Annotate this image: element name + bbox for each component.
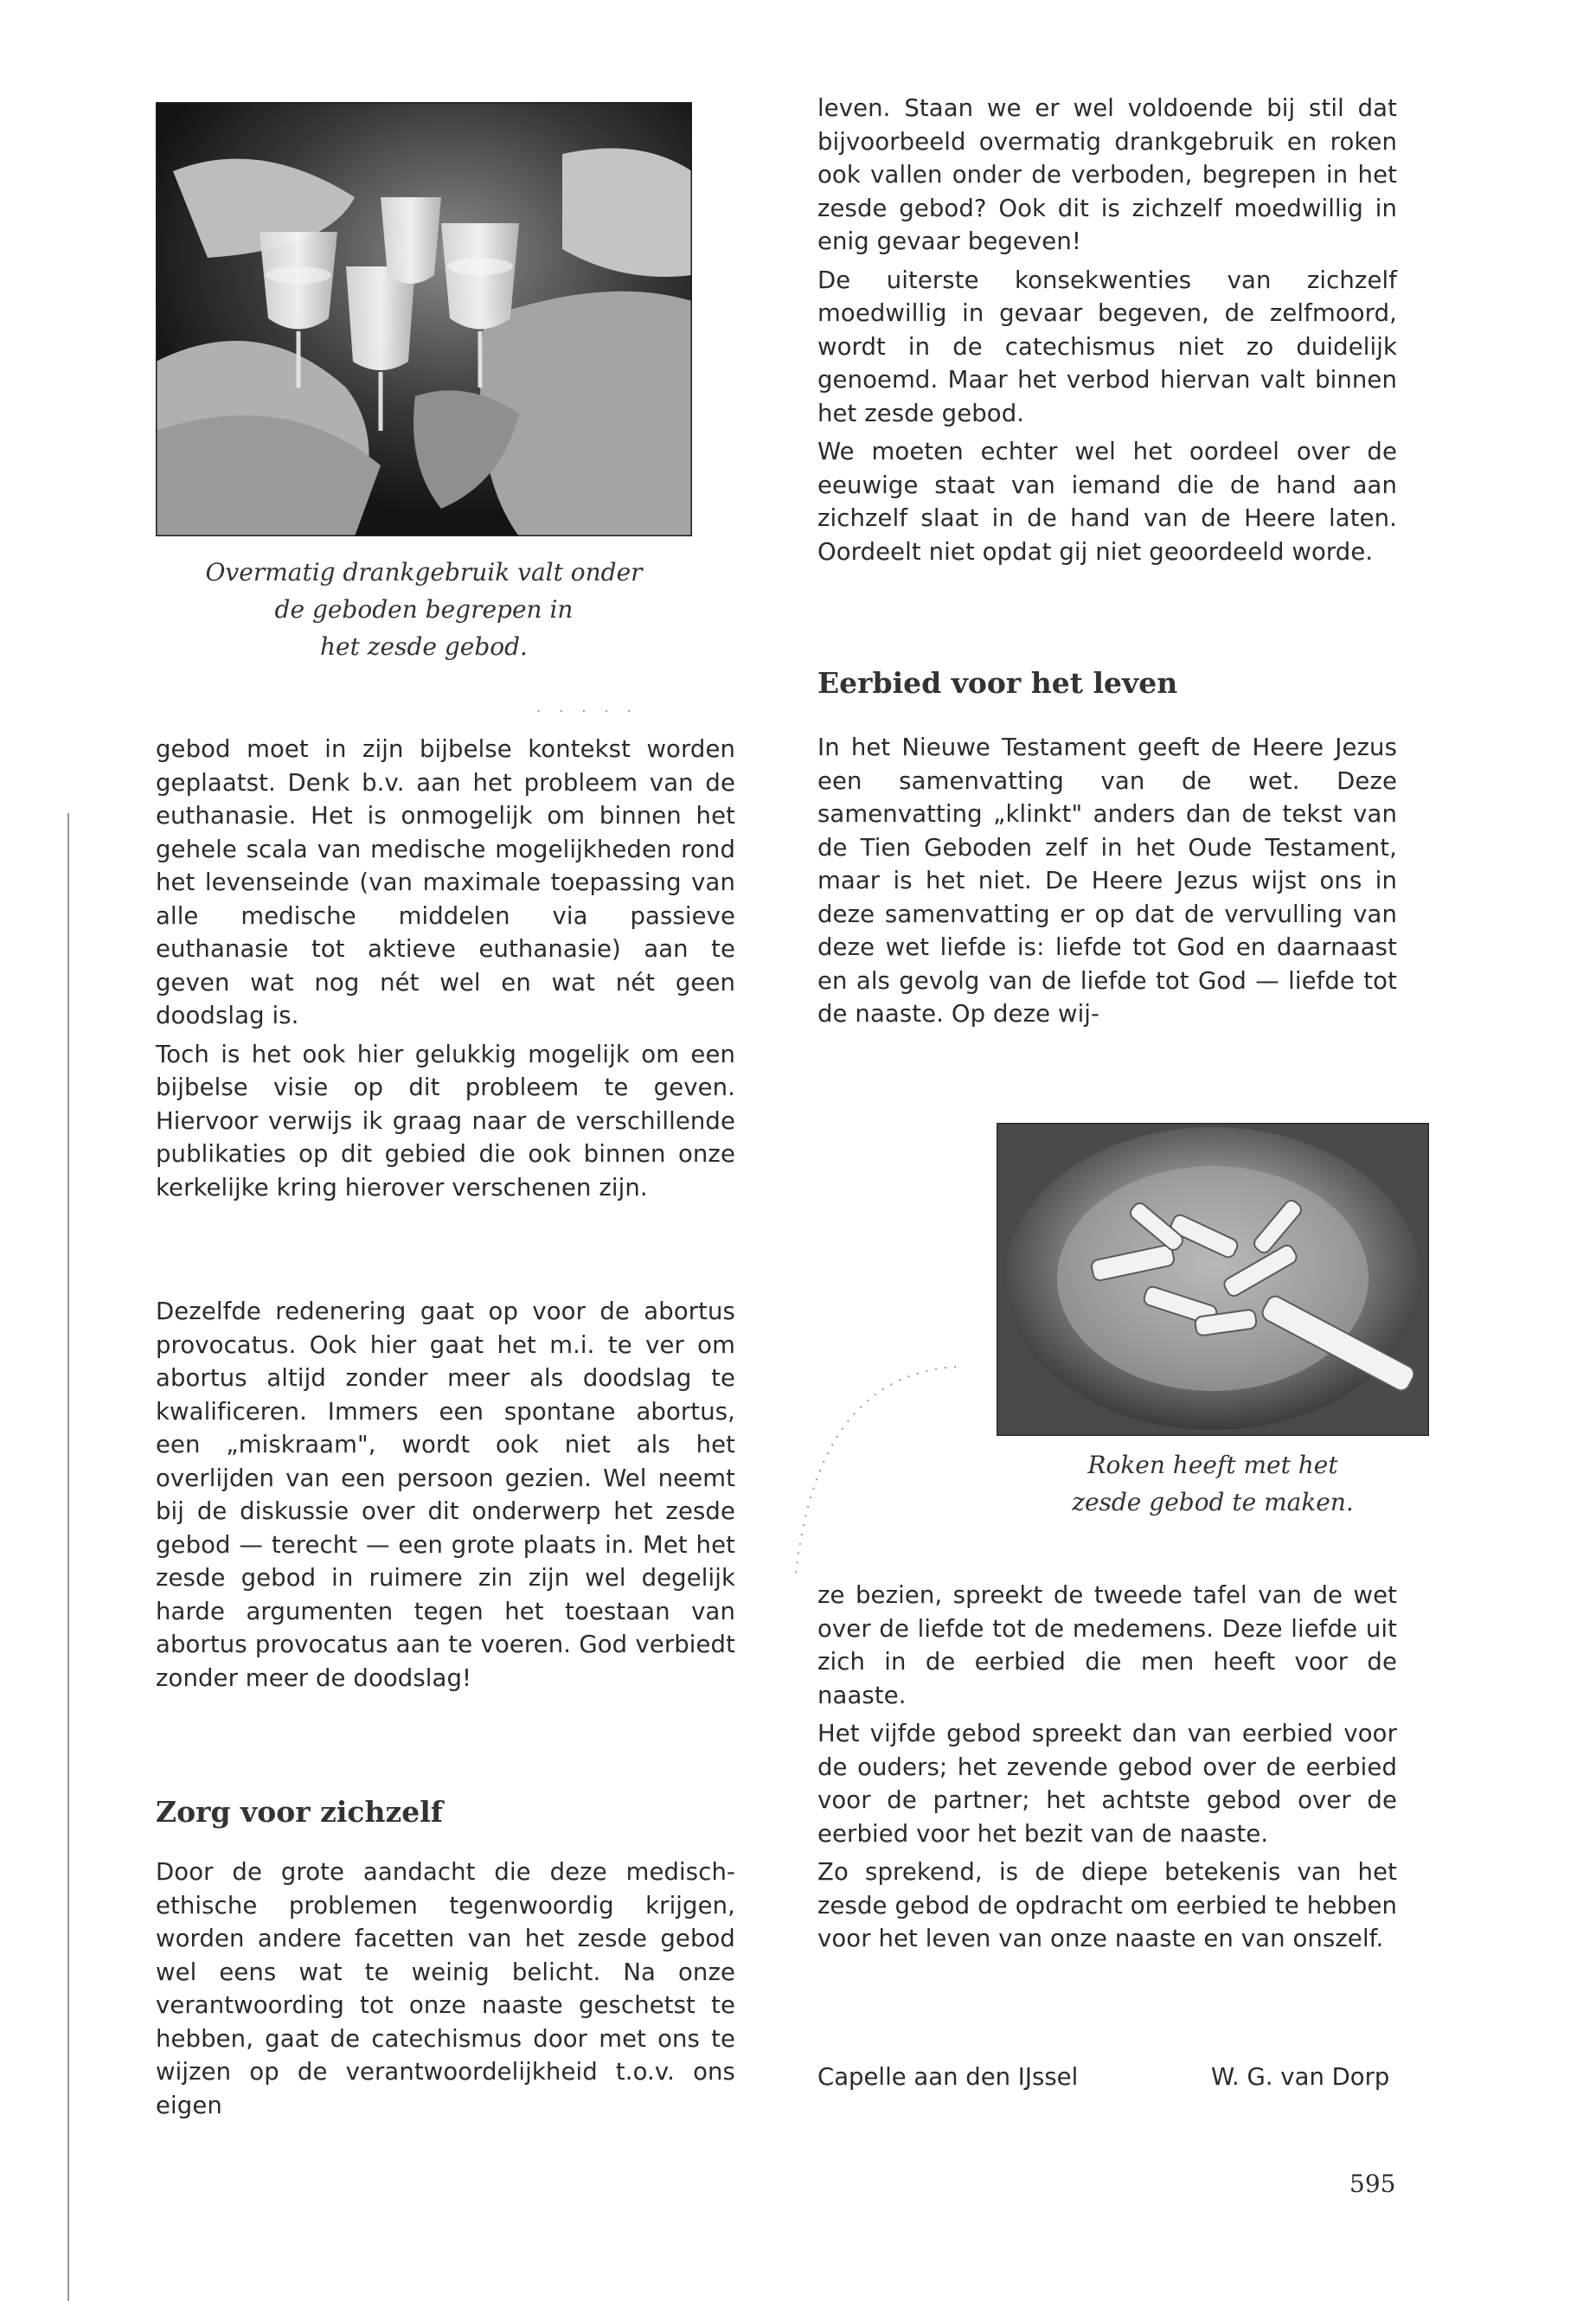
wine-glasses-photo: [156, 102, 692, 536]
ashtray-photo-caption: [997, 1446, 1429, 1521]
signature-author: W. G. van Dorp: [1211, 2063, 1390, 2091]
left-column-body: [156, 733, 735, 1209]
right-column-body-2: [817, 731, 1397, 1036]
paragraph: We moeten echter wel het oordeel over de eeuwige staat van iemand die de hand aan zichzelf slaat in de hand van de Heere laten. Oordeelt niet opdat gij niet geoordeeld worde.: [817, 438, 1397, 566]
paragraph: ze bezien, spreekt de tweede tafel van de wet over de liefde tot de medemens. Deze liefde uit zich in de eerbied die men heeft voor de naaste.: [817, 1581, 1397, 1709]
paragraph: gebod moet in zijn bijbelse kontekst worden geplaatst. Denk b.v. aan het probleem van de euthanasie. Het is onmogelijk om binnen het gehele scala van medische mogelijkheden rond het levenseinde (van maximale toepassing van alle medische middelen via passieve euthanasie tot aktieve euthanasie) aan te geven wat nog nét wel en wat nét geen doodslag is.: [156, 735, 735, 1029]
signature-place: Capelle aan den IJssel: [817, 2063, 1079, 2091]
page-number: 595: [1349, 2170, 1396, 2198]
ashtray-photo: [997, 1123, 1429, 1436]
paragraph: Dezelfde redenering gaat op voor de abortus provocatus. Ook hier gaat het m.i. te ver om abortus altijd zonder meer als doodslag te kwalificeren. Immers een spontane abortus, een „miskraam", wordt ook niet als het overlijden van een persoon gezien. Wel neemt bij de diskussie over dit onderwerp het zesde gebod — terecht — een grote plaats in. Met het zesde gebod in ruimere zin zijn wel degelijk harde argumenten tegen het toestaan van abortus provocatus aan te voeren. God verbiedt zonder meer de doodslag!: [156, 1298, 735, 1692]
paragraph: Door de grote aandacht die deze medisch-ethische problemen tegenwoordig krijgen, worden andere facetten van het zesde gebod wel eens wat te weinig belicht. Na onze verantwoording tot onze naaste geschetst te hebben, gaat de catechismus door met ons te wijzen op de verantwoordelijkheid t.o.v. ons eigen: [156, 1858, 735, 2119]
section-heading-eerbied: Eerbied voor het leven: [817, 666, 1178, 700]
caption-line: Roken heeft met het: [1087, 1451, 1338, 1479]
paragraph: Het vijfde gebod spreekt dan van eerbied voor de ouders; het zevende gebod over de eerbied voor de partner; het achtste gebod over de eerbied voor het bezit van de naaste.: [817, 1720, 1397, 1848]
caption-line: zesde gebod te maken.: [1072, 1488, 1354, 1516]
left-column-body-3: [156, 1856, 735, 2127]
right-column-body-3: [817, 1579, 1397, 1961]
section-heading-zorg: Zorg voor zichzelf: [156, 1795, 443, 1829]
right-column-body: [817, 92, 1397, 574]
caption-line: het zesde gebod.: [320, 632, 528, 661]
scan-margin-line: [67, 813, 69, 2301]
top-photo-caption: [156, 554, 692, 665]
decorative-dots: . . . . .: [536, 699, 638, 715]
left-column-body-2: [156, 1295, 735, 1700]
caption-line: de geboden begrepen in: [274, 595, 574, 624]
paragraph: leven. Staan we er wel voldoende bij stil dat bijvoorbeeld overmatig drankgebruik en roken ook vallen onder de verboden, begrepen in het zesde gebod? Ook dit is zichzelf moedwillig in enig gevaar begeven!: [817, 94, 1397, 255]
paragraph: In het Nieuwe Testament geeft de Heere Jezus een samenvatting van de wet. Deze samenvatting „klinkt" anders dan de tekst van de Tien Geboden zelf in het Oude Testament, maar is het niet. De Heere Jezus wijst ons in deze samenvatting er op dat de vervulling van deze wet liefde is: liefde tot God en daarnaast en als gevolg van de liefde tot God — liefde tot de naaste. Op deze wij-: [817, 734, 1397, 1028]
paragraph: Toch is het ook hier gelukkig mogelijk om een bijbelse visie op dit probleem te geven. Hiervoor verwijs ik graag naar de verschillende publikaties op dit gebied die ook binnen onze kerkelijke kring hierover verschenen zijn.: [156, 1040, 735, 1202]
caption-line: Overmatig drankgebruik valt onder: [205, 558, 643, 586]
paragraph: Zo sprekend, is de diepe betekenis van het zesde gebod de opdracht om eerbied te hebben voor het leven van onze naaste en van onszelf.: [817, 1858, 1397, 1952]
paragraph: De uiterste konsekwenties van zichzelf moedwillig in gevaar begeven, de zelfmoord, wordt in de catechismus niet zo duidelijk genoemd. Maar het verbod hiervan valt binnen het zesde gebod.: [817, 266, 1397, 427]
decorative-dotted-arc: [783, 1358, 973, 1583]
